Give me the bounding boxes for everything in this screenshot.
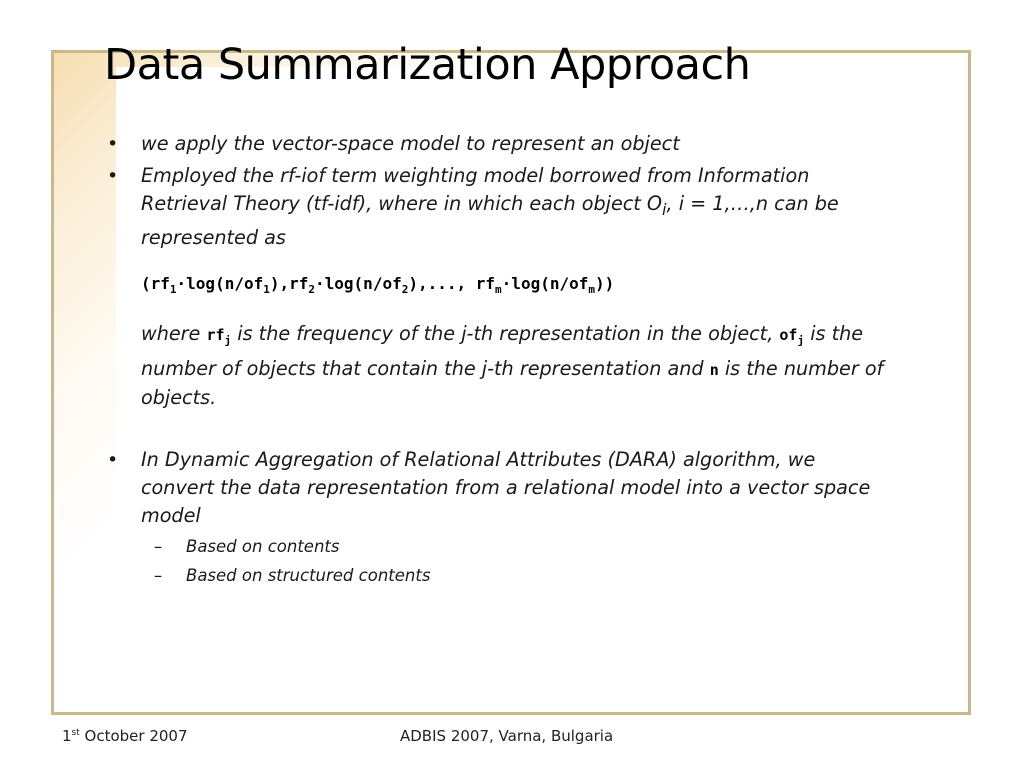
bullet-text: Employed the rf-iof term weighting model borrowed from Information Retrieval Theory (tf-idf), where in which each object O [141,164,810,215]
bullet-glyph: • [107,165,119,187]
bullet-item [104,446,884,530]
sub-item-text: Based on structured contents [186,566,431,586]
sub-item [104,532,884,561]
formula-sub: 1 [169,283,177,297]
var-rf [206,326,232,348]
formula-sub: 1 [263,283,270,297]
where-text: is the frequency of the j-th representation in the object, [231,322,780,346]
var-of-name: of [779,326,798,345]
slide-body [104,130,884,590]
bullet-item [104,162,884,412]
footer-conference: ADBIS 2007, Varna, Bulgaria [400,727,614,745]
bullet-text: we apply the vector-space model to represent an object [141,132,680,155]
var-n: n [709,361,719,380]
formula-part: ),..., rf [408,273,496,293]
formula-sub: 2 [401,283,409,297]
bullet-glyph: • [107,449,119,472]
formula-part: )) [595,273,615,293]
formula-sub: m [495,283,502,297]
var-rf-sub: j [224,334,232,348]
where-explanation [141,320,884,412]
footer-date-rest: October 2007 [79,727,188,745]
sub-item [104,561,884,590]
where-text: where [141,322,207,346]
formula-sub: 2 [308,283,316,297]
subscript: i [662,199,667,219]
formula [141,272,884,302]
footer-date [62,727,188,745]
bullet-item [104,130,884,158]
where-text: is the number of objects. [141,357,884,410]
where-text: is the number of objects that contain the j-th representation and [141,322,864,381]
footer-date-suffix: st [71,728,80,738]
bullet-text-tail: , i = 1,…,n can be represented as [141,192,839,249]
formula-part: ·log(n/of [501,273,589,293]
dash-glyph: – [154,566,163,586]
formula-sub: m [588,283,595,297]
bullet-glyph: • [107,133,119,155]
formula-part: ·log(n/of [176,273,264,293]
dash-glyph: – [154,537,163,557]
formula-part: ·log(n/of [315,273,402,293]
bullet-text: In Dynamic Aggregation of Relational Attributes (DARA) algorithm, we convert the data representation from a relational model into a vector space model [141,448,871,528]
var-rf-name: rf [206,326,225,345]
sub-item-text: Based on contents [186,537,340,557]
var-of-sub: j [797,334,805,348]
slide-title: Data Summarization Approach [104,40,751,90]
footer-date-day: 1 [62,727,72,745]
var-of [779,326,805,348]
formula-part: ),rf [269,273,309,293]
formula-part: (rf [141,273,170,293]
sub-list [104,532,884,590]
